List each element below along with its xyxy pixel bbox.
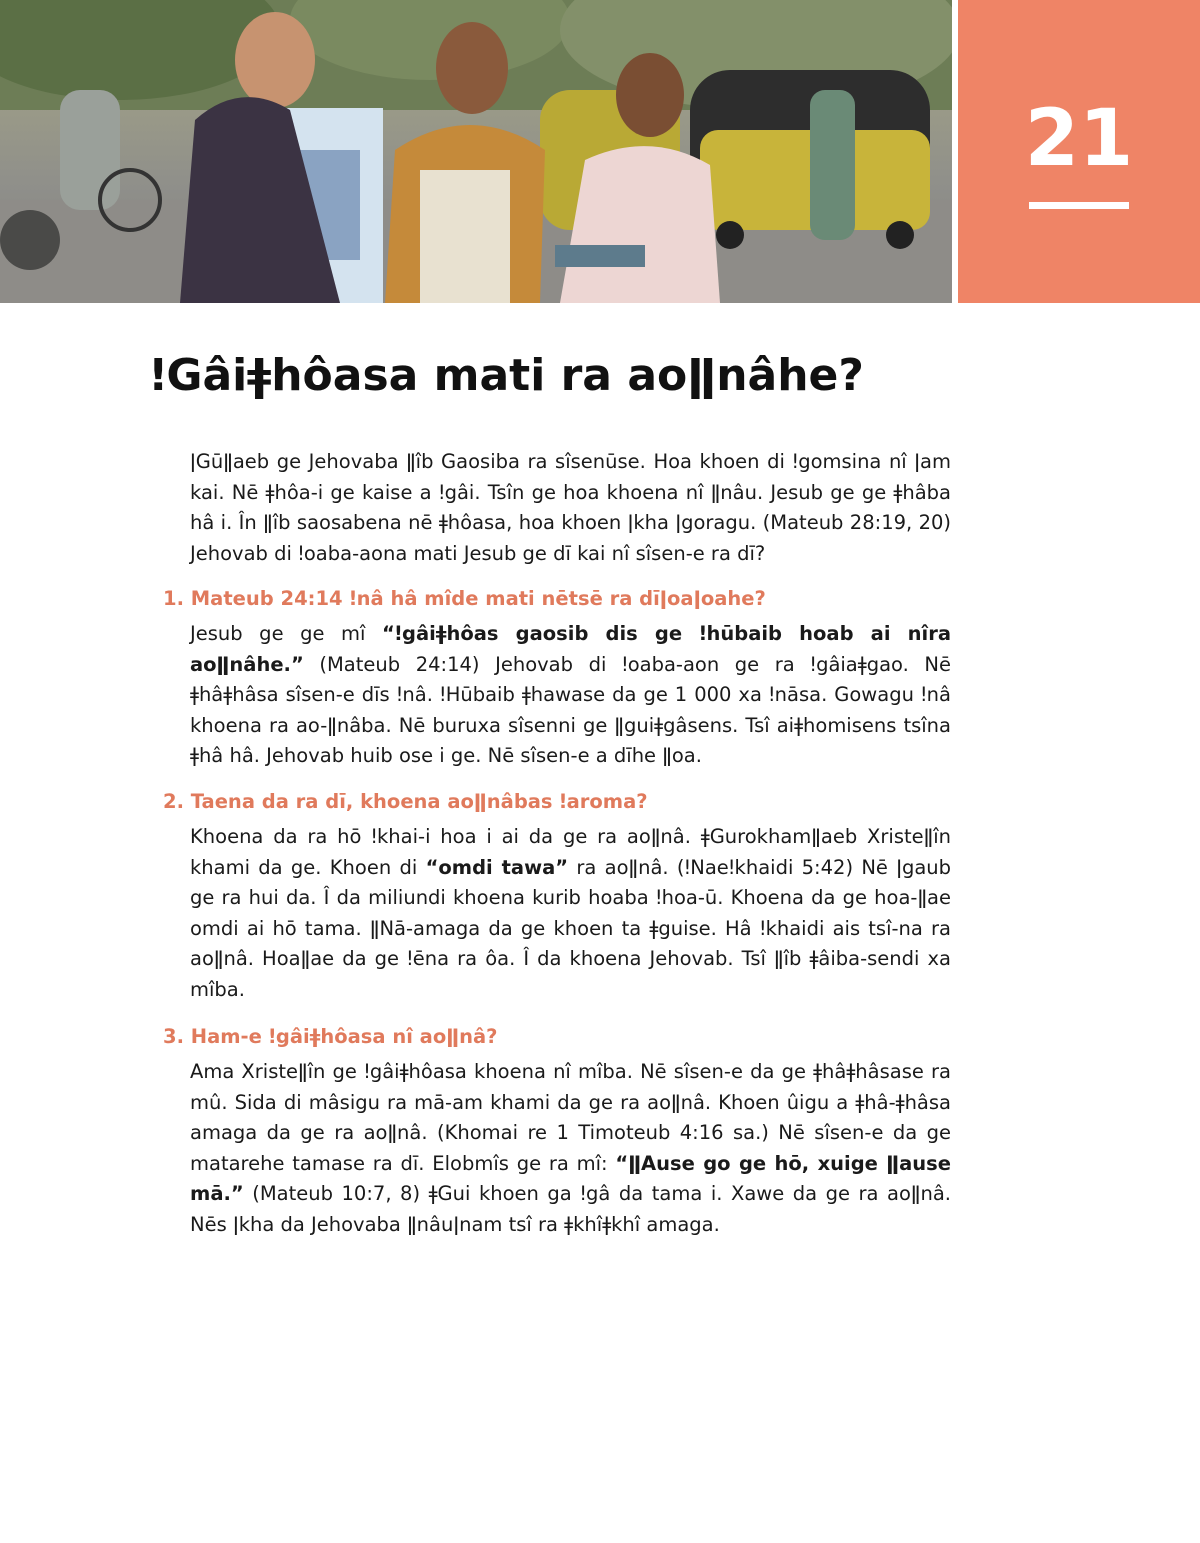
chapter-rule bbox=[1029, 202, 1129, 209]
chapter-number: 21 bbox=[1024, 94, 1134, 184]
street-scene-image bbox=[0, 0, 952, 303]
q1-quote: “ǃgâiǂhôas gaosib dis ge ǃhūbaib hoab ai nîra aoǁnâhe.” bbox=[190, 622, 951, 676]
q1-text-after: (Mateub 24:14) Jehovab di ǃoaba-aon ge ra ǃgâiaǂgao. Nē ǂhâǂhâsa sîsen-e dīs ǃnâ. ǃHūbaib ǂhawase da ge 1 000 xa ǃnāsa. Gowagu ǃnâ khoena ra ao-ǁnâba. Nē buruxa sîsenni ge ǁguiǂgâsens. Tsî aiǂhomisens tsîna ǂhâ hâ. Jehovab huib ose i ge. Nē sîsen-e a dīhe ǁoa. bbox=[190, 652, 951, 767]
question-1-heading: 1. Mateub 24:14 ǃnâ hâ mîde mati nētsē ra dīǀoaǀoahe? bbox=[163, 587, 766, 610]
q2-text-before: Khoena da ra hō ǃkhai-i hoa i ai da ge ra aoǁnâ. ǂGurokhamǁaeb Xristeǁîn khami da ge. Khoen di bbox=[190, 825, 951, 879]
q3-quote: “ǁAuse go ge hō, xuige ǁause mā.” bbox=[190, 1151, 951, 1205]
intro-paragraph: ǀGūǁaeb ge Jehovaba ǁîb Gaosiba ra sîsenūse. Hoa khoen di ǃgomsina nî ǀam kai. Nē ǂhôa-i ge kaise a ǃgâi. Tsîn ge hoa khoena nî ǁnâu. Jesub ge ge ǂhâba hâ i. În ǁîb saosabena nē ǂhôasa, hoa khoen ǀkha ǀgoragu. (Mateub 28:19, 20) Jehovab di ǃoaba-aona mati Jesub ge dī kai nî sîsen-e ra dī? bbox=[190, 450, 951, 565]
question-3-heading: 3. Ham-e ǃgâiǂhôasa nî aoǁnâ? bbox=[163, 1025, 498, 1048]
q2-text-after: ra aoǁnâ. (ǃNaeǃkhaidi 5:42) Nē ǀgaub ge ra hui da. Î da miliundi khoena kurib hoaba ǃhoa-ū. Khoena da ge hoa-ǁae omdi ai hō tama. ǁNā-amaga da ge khoen ta ǂguise. Hâ ǃkhaidi ais tsî-na ra aoǁnâ. Hoaǁae da ge ǃēna ra ôa. Î da khoena Jehovab. Tsî ǁîb ǂâiba-sendi xa mîba. bbox=[190, 855, 952, 1001]
question-3-answer bbox=[190, 1057, 951, 1240]
question-2-heading: 2. Taena da ra dī, khoena aoǁnâbas ǃaroma? bbox=[163, 790, 648, 813]
question-2-answer bbox=[190, 822, 951, 1005]
q3-text-before: Ama Xristeǁîn ge ǃgâiǂhôasa khoena nî mîba. Nē sîsen-e da ge ǂhâǂhâsase ra mû. Sida di mâsigu ra mā-am khami da ge ra aoǁnâ. Khoen ûigu a ǂhâ-ǂhâsa amaga da ge ra aoǁnâ. (Khomai re 1 Timoteub 4:16 sa.) Nē sîsen-e da ge matarehe tamase ra dī. Elobmîs ge ra mî: bbox=[190, 1060, 951, 1175]
q2-quote: “omdi tawa” bbox=[425, 855, 569, 879]
question-1-answer bbox=[190, 619, 951, 772]
q3-text-after: (Mateub 10:7, 8) ǂGui khoen ga ǃgâ da tama i. Xawe da ge ra aoǁnâ. Nēs ǀkha da Jehovaba ǁnâuǀnam tsî ra ǂkhîǂkhî amaga. bbox=[190, 1182, 951, 1236]
q1-text-before: Jesub ge ge mî bbox=[190, 622, 382, 645]
header-photo bbox=[0, 0, 952, 303]
lesson-title: ǃGâiǂhôasa mati ra aoǁnâhe? bbox=[150, 350, 864, 401]
chapter-box bbox=[958, 0, 1200, 303]
